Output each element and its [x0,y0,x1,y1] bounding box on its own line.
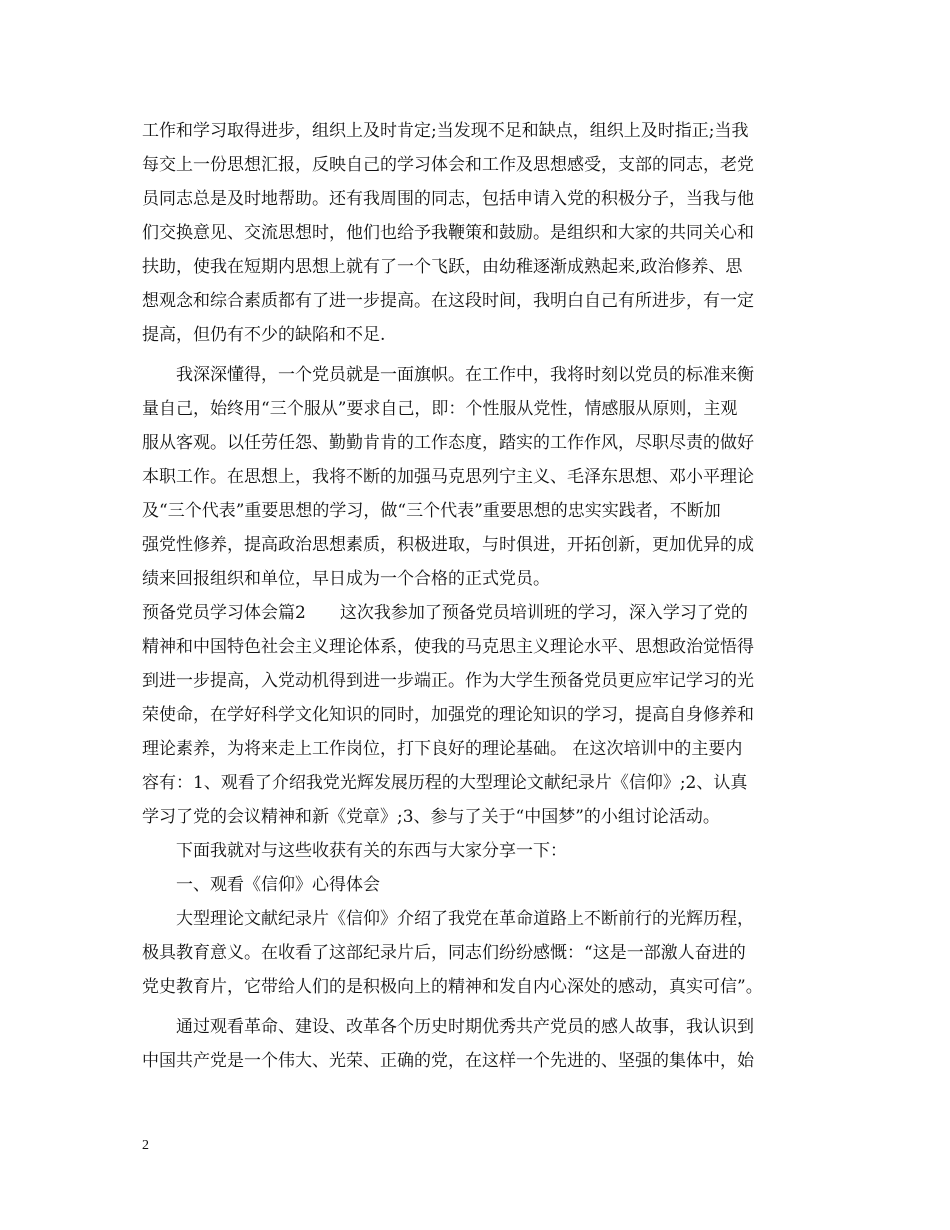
text-line: 中国共产党是一个伟大、光荣、正确的党，在这样一个先进的、坚强的集体中，始 [142,1051,754,1071]
text-line: 员同志总是及时地帮助。还有我周围的同志，包括申请入党的积极分子，当我与他 [142,189,754,209]
text-line: 到进一步提高，入党动机得到进一步端正。作为大学生预备党员更应牢记学习的光 [142,671,754,691]
text-line: 工作和学习取得进步，组织上及时肯定;当发现不足和缺点，组织上及时指正;当我 [142,121,749,141]
text-line: 及“三个代表”重要思想的学习，做“三个代表”重要思想的忠实实践者，不断加 [142,501,721,521]
section-heading-line: 预备党员学习体会篇2 这次我参加了预备党员培训班的学习，深入学习了党的 [142,603,748,623]
document-body [142,114,814,1078]
text-line: 想观念和综合素质都有了进一步提高。在这段时间，我明白自己有所进步，有一定 [142,291,754,311]
text-line: 强党性修养，提高政治思想素质，积极进取，与时俱进，开拓创新，更加优异的成 [142,535,754,555]
text-line: 理论素养，为将来走上工作岗位，打下良好的理论基础。 在这次培训中的主要内 [142,739,743,759]
text-line: 提高，但仍有不少的缺陷和不足. [142,325,386,345]
text-line: 精神和中国特色社会主义理论体系，使我的马克思主义理论水平、思想政治觉悟得 [142,637,754,657]
page-number: 2 [142,1138,149,1153]
text-line: 服从客观。以任劳任怨、勤勤肯肯的工作态度，踏实的工作作风，尽职尽责的做好 [142,433,754,453]
text-line: 每交上一份思想汇报，反映自己的学习体会和工作及思想感受，支部的同志，老党 [142,155,754,175]
paragraph-start-line: 下面我就对与这些收获有关的东西与大家分享一下： [176,841,567,861]
text-line: 容有：1、观看了介绍我党光辉发展历程的大型理论文献纪录片《信仰》;2、认真 [142,773,748,793]
text-line: 党史教育片，它带给人们的是积极向上的精神和发自内心深处的感动，真实可信”。 [142,977,763,997]
subheading-line: 一、观看《信仰》心得体会 [176,875,380,895]
text-line: 本职工作。在思想上，我将不断的加强马克思列宁主义、毛泽东思想、邓小平理论 [142,467,754,487]
paragraph-start-line: 大型理论文献纪录片《信仰》介绍了我党在革命道路上不断前行的光辉历程， [176,909,754,929]
text-line: 荣使命，在学好科学文化知识的同时，加强党的理论知识的学习，提高自身修养和 [142,705,754,725]
text-line: 绩来回报组织和单位，早日成为一个合格的正式党员。 [142,569,550,589]
text-line: 量自己，始终用“三个服从”要求自己，即：个性服从党性，情感服从原则，主观 [142,399,738,419]
text-line: 们交换意见、交流思想时，他们也给予我鞭策和鼓励。是组织和大家的共同关心和 [142,223,754,243]
paragraph-start-line: 我深深懂得，一个党员就是一面旗帜。在工作中，我将时刻以党员的标准来衡 [176,365,754,385]
text-line: 极具教育意义。在收看了这部纪录片后，同志们纷纷感慨：“这是一部激人奋进的 [142,943,746,963]
text-line: 扶助，使我在短期内思想上就有了一个飞跃，由幼稚逐渐成熟起来,政治修养、思 [142,257,743,277]
text-line: 学习了党的会议精神和新《党章》;3、参与了关于“中国梦”的小组讨论活动。 [142,807,720,827]
paragraph-start-line: 通过观看革命、建设、改革各个历史时期优秀共产党员的感人故事，我认识到 [176,1017,754,1037]
